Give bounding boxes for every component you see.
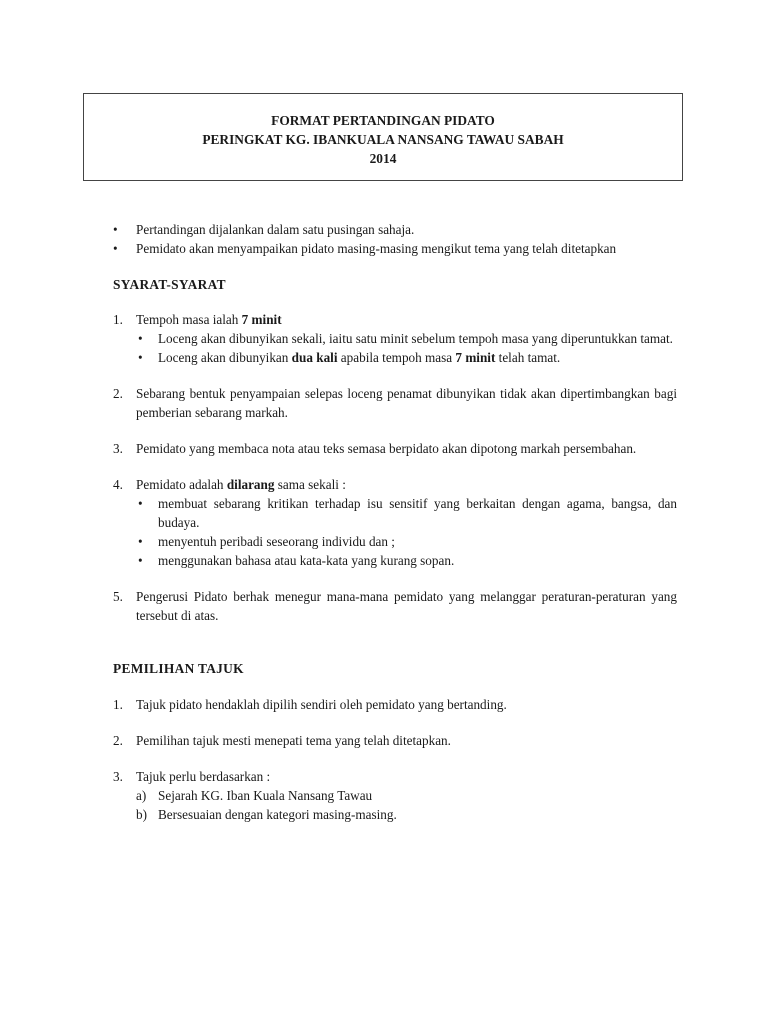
title-line-1: FORMAT PERTANDINGAN PIDATO	[271, 113, 495, 128]
intro-list	[113, 220, 677, 258]
bullet-icon: •	[138, 534, 143, 549]
list-item: • menyentuh peribadi seseorang individu dan ;	[138, 534, 395, 549]
sub-list	[113, 329, 677, 367]
section-heading-tajuk: PEMILIHAN TAJUK	[113, 661, 244, 676]
list-item: • Loceng akan dibunyikan sekali, iaitu satu minit sebelum tempoh masa yang diperuntukkan tamat.	[138, 331, 673, 346]
list-item: 2. Sebarang bentuk penyampaian selepas loceng penamat dibunyikan tidak akan dipertimbangkan bagi pemberian sebarang markah.	[113, 386, 677, 420]
item-number: 1.	[113, 697, 123, 712]
list-item: 5. Pengerusi Pidato berhak menegur mana-mana pemidato yang melanggar peraturan-peraturan yang tersebut di atas.	[113, 589, 677, 623]
item-number: 3.	[113, 769, 123, 784]
list-item: 4. Pemidato adalah dilarang sama sekali : • membuat sebarang kritikan terhadap isu sensitif yang berkaitan dengan agama, bangsa, dan budaya. • menyentuh peribadi seseorang individu dan ; • menggunakan bahasa atau kata-kata yang kurang sopan.	[113, 477, 677, 568]
tajuk-list	[113, 695, 677, 824]
list-item: 1. Tajuk pidato hendaklah dipilih sendiri oleh pemidato yang bertanding.	[113, 697, 507, 712]
item-number: 2.	[113, 733, 123, 748]
bullet-icon: •	[113, 222, 118, 237]
document-body	[113, 220, 677, 824]
bullet-icon: •	[138, 331, 143, 346]
title-line-2: PERINGKAT KG. IBANKUALA NANSANG TAWAU SABAH	[202, 132, 564, 147]
sub-item-label: b)	[136, 807, 147, 822]
list-item: a) Sejarah KG. Iban Kuala Nansang Tawau	[136, 788, 373, 803]
list-item: • membuat sebarang kritikan terhadap isu sensitif yang berkaitan dengan agama, bangsa, dan budaya.	[138, 496, 677, 530]
bullet-icon: •	[138, 496, 143, 511]
list-item: • menggunakan bahasa atau kata-kata yang kurang sopan.	[138, 553, 455, 568]
bullet-icon: •	[138, 553, 143, 568]
list-item: • Loceng akan dibunyikan dua kali apabila tempoh masa 7 minit telah tamat.	[138, 350, 561, 365]
title-box	[83, 93, 683, 181]
list-item: 3. Pemidato yang membaca nota atau teks semasa berpidato akan dipotong markah persembahan.	[113, 441, 637, 456]
bullet-icon: •	[113, 241, 118, 256]
list-item: • Pertandingan dijalankan dalam satu pusingan sahaja.	[113, 222, 415, 237]
section-heading-syarat: SYARAT-SYARAT	[113, 277, 226, 292]
sub-item-label: a)	[136, 788, 147, 803]
item-number: 5.	[113, 589, 123, 604]
list-item: • Pemidato akan menyampaikan pidato masing-masing mengikut tema yang telah ditetapkan	[113, 241, 617, 256]
bullet-icon: •	[138, 350, 143, 365]
list-item: b) Bersesuaian dengan kategori masing-masing.	[136, 807, 397, 822]
syarat-list	[113, 310, 677, 625]
list-item: 2. Pemilihan tajuk mesti menepati tema yang telah ditetapkan.	[113, 733, 451, 748]
item-number: 4.	[113, 477, 123, 492]
sub-list	[113, 786, 677, 824]
item-number: 3.	[113, 441, 123, 456]
list-item: 3. Tajuk perlu berdasarkan : a) Sejarah KG. Iban Kuala Nansang Tawau b) Bersesuaian dengan kategori masing-masing.	[113, 767, 677, 824]
sub-list	[113, 494, 677, 570]
title-line-3: 2014	[369, 151, 397, 166]
item-number: 1.	[113, 312, 123, 327]
list-item: 1. Tempoh masa ialah 7 minit • Loceng akan dibunyikan sekali, iaitu satu minit sebelum tempoh masa yang diperuntukkan tamat. • Loceng akan dibunyikan dua kali apabila tempoh masa 7 minit telah tamat.	[113, 310, 677, 367]
item-number: 2.	[113, 386, 123, 401]
